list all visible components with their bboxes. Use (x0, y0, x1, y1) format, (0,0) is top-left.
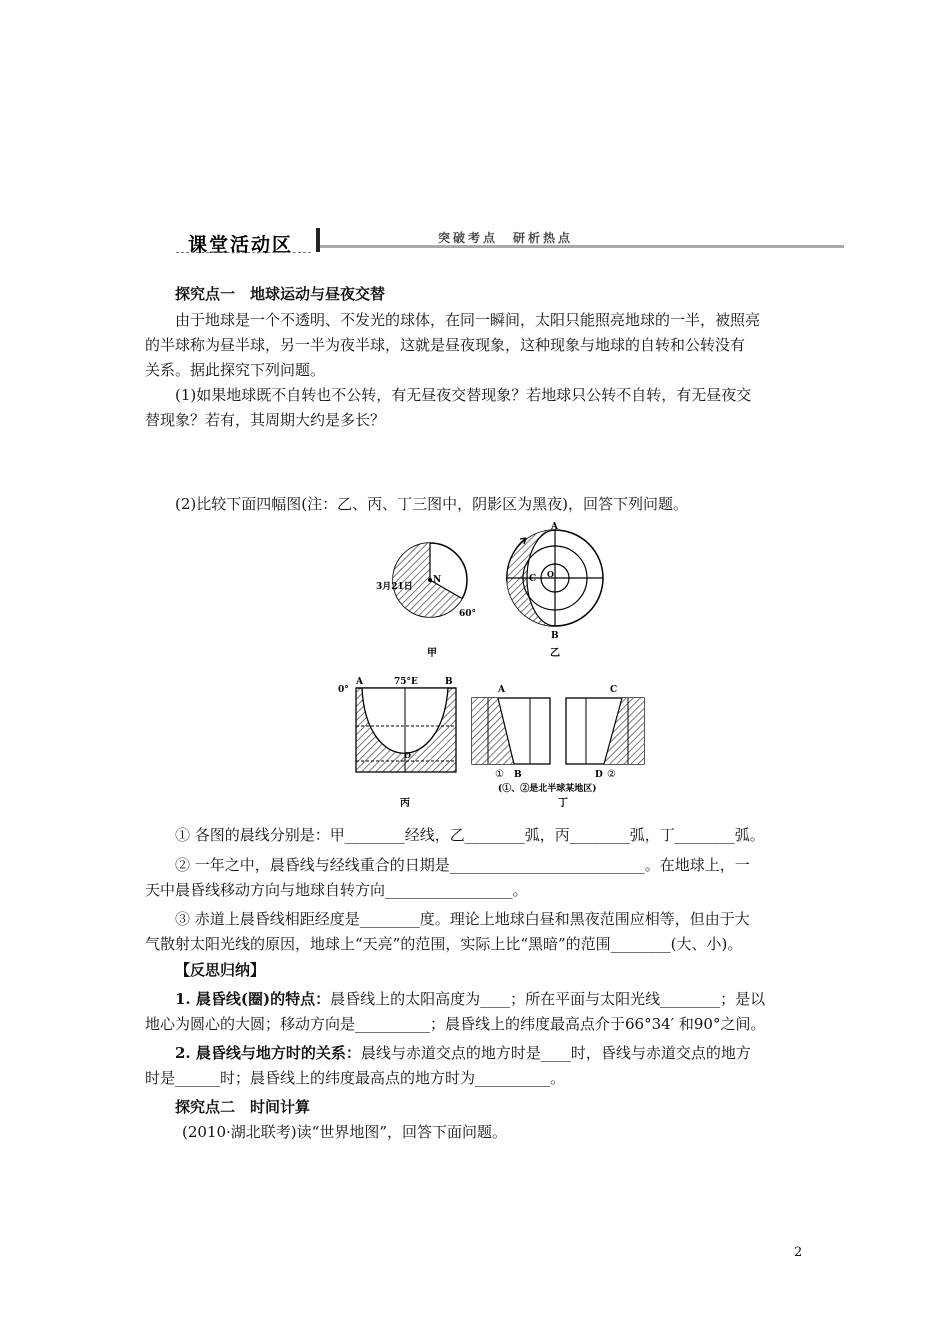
yi-label-a: A (551, 522, 558, 532)
question1-line-2: 替现象？若有，其周期大约是多长？ (145, 411, 386, 429)
bing-label-a: A (356, 677, 363, 687)
jia-angle-label: 60° (459, 609, 477, 619)
ding-label-d: D (595, 770, 603, 780)
summary-item1-label: 1. 晨昏线(圈)的特点： (175, 990, 331, 1008)
section1-heading: 探究点一 地球运动与昼夜交替 (175, 285, 386, 303)
header-rule (320, 245, 844, 248)
summary-item2-text: 晨线与赤道交点的地方时是____时，昏线与赤道交点的地方 (360, 1044, 751, 1062)
question2-line: (2)比较下面四幅图(注：乙、丙、丁三图中，阴影区为黑夜)，回答下列问题。 (175, 495, 688, 513)
yi-label-b: B (551, 631, 559, 641)
section-header (176, 226, 846, 256)
bing-lat-label: 0° (338, 685, 349, 695)
jia-pole-label: N (433, 575, 442, 585)
intro-line-3: 关系。据此探究下列问题。 (145, 361, 326, 379)
yi-caption: 乙 (550, 648, 560, 659)
bing-label-b: B (445, 677, 453, 687)
fill-line-4: ③ 赤道上晨昏线相距经度是________度。理论上地球白昼和黑夜范围应相等，但由于大 (175, 910, 750, 928)
question1-line-1: (1)如果地球既不自转也不公转，有无昼夜交替现象？若地球只公转不自转，有无昼夜交 (175, 386, 752, 404)
figure-ding (472, 685, 644, 809)
header-divider-bar (316, 228, 320, 252)
figure-yi (500, 522, 603, 659)
intro-line-1: 由于地球是一个不透明、不发光的球体，在同一瞬间，太阳只能照亮地球的一半，被照亮 (175, 311, 761, 329)
section2-text: 读“世界地图”，回答下面问题。 (296, 1123, 507, 1141)
summary-item1 (175, 987, 855, 1012)
bing-lon-label: 75°E (394, 677, 418, 687)
bing-caption: 丙 (400, 798, 410, 809)
summary-item2-line2: 时是______时；晨昏线上的纬度最高点的地方时为__________。 (145, 1069, 566, 1087)
ding-label-c: C (610, 685, 618, 695)
summary-item2 (175, 1041, 855, 1066)
yi-label-o: O (547, 569, 554, 579)
fill-line-5: 气散射太阳光线的原因，地球上“天亮”的范围，实际上比“黑暗”的范围________(大、小)。 (145, 935, 743, 953)
summary-item1-text: 晨昏线上的太阳高度为____；所在平面与太阳光线________；是以 (330, 990, 766, 1008)
earth-figures (330, 520, 670, 820)
page-number: 2 (794, 1245, 803, 1260)
section-subtitle: 突破考点 研析热点 (438, 231, 574, 245)
ding-note: (①、②是北半球某地区) (498, 784, 597, 794)
ding-label-n2: ② (607, 769, 616, 780)
figure-jia (376, 543, 476, 659)
ding-label-n1: ① (495, 769, 504, 780)
jia-date-label: 3月21日 (376, 582, 413, 592)
section2-source: (2010·湖北联考) (182, 1123, 297, 1141)
section-title: 课堂活动区 (188, 234, 294, 256)
section2-question (182, 1120, 862, 1145)
section2-heading: 探究点二 时间计算 (175, 1098, 311, 1116)
intro-line-2: 的半球称为昼半球，另一半为夜半球，这就是昼夜现象，这种现象与地球的自转和公转没有 (145, 336, 746, 354)
ding-caption: 丁 (558, 798, 568, 809)
ding-label-b: B (514, 770, 522, 780)
fill-line-1: ① 各图的晨线分别是：甲________经线，乙________弧，丙________弧，丁________弧。 (175, 826, 765, 844)
fill-line-2: ② 一年之中，晨昏线与经线重合的日期是__________________________。在地球上，一 (175, 856, 750, 874)
summary-item1-line2: 地心为圆心的大圆；移动方向是__________；晨昏线上的纬度最高点介于66°34′ 和90°之间。 (145, 1015, 766, 1033)
ding-label-a: A (498, 685, 505, 695)
summary-heading: 【反思归纳】 (175, 961, 266, 979)
figure-bing (338, 677, 456, 809)
summary-item2-label: 2. 晨昏线与地方时的关系： (175, 1044, 361, 1062)
fill-line-3: 天中晨昏线移动方向与地球自转方向_________________。 (145, 881, 528, 899)
yi-label-c: C (529, 574, 537, 584)
bing-label-o: O (404, 750, 411, 760)
jia-caption: 甲 (427, 648, 437, 659)
header-dashed-underline (176, 252, 311, 253)
